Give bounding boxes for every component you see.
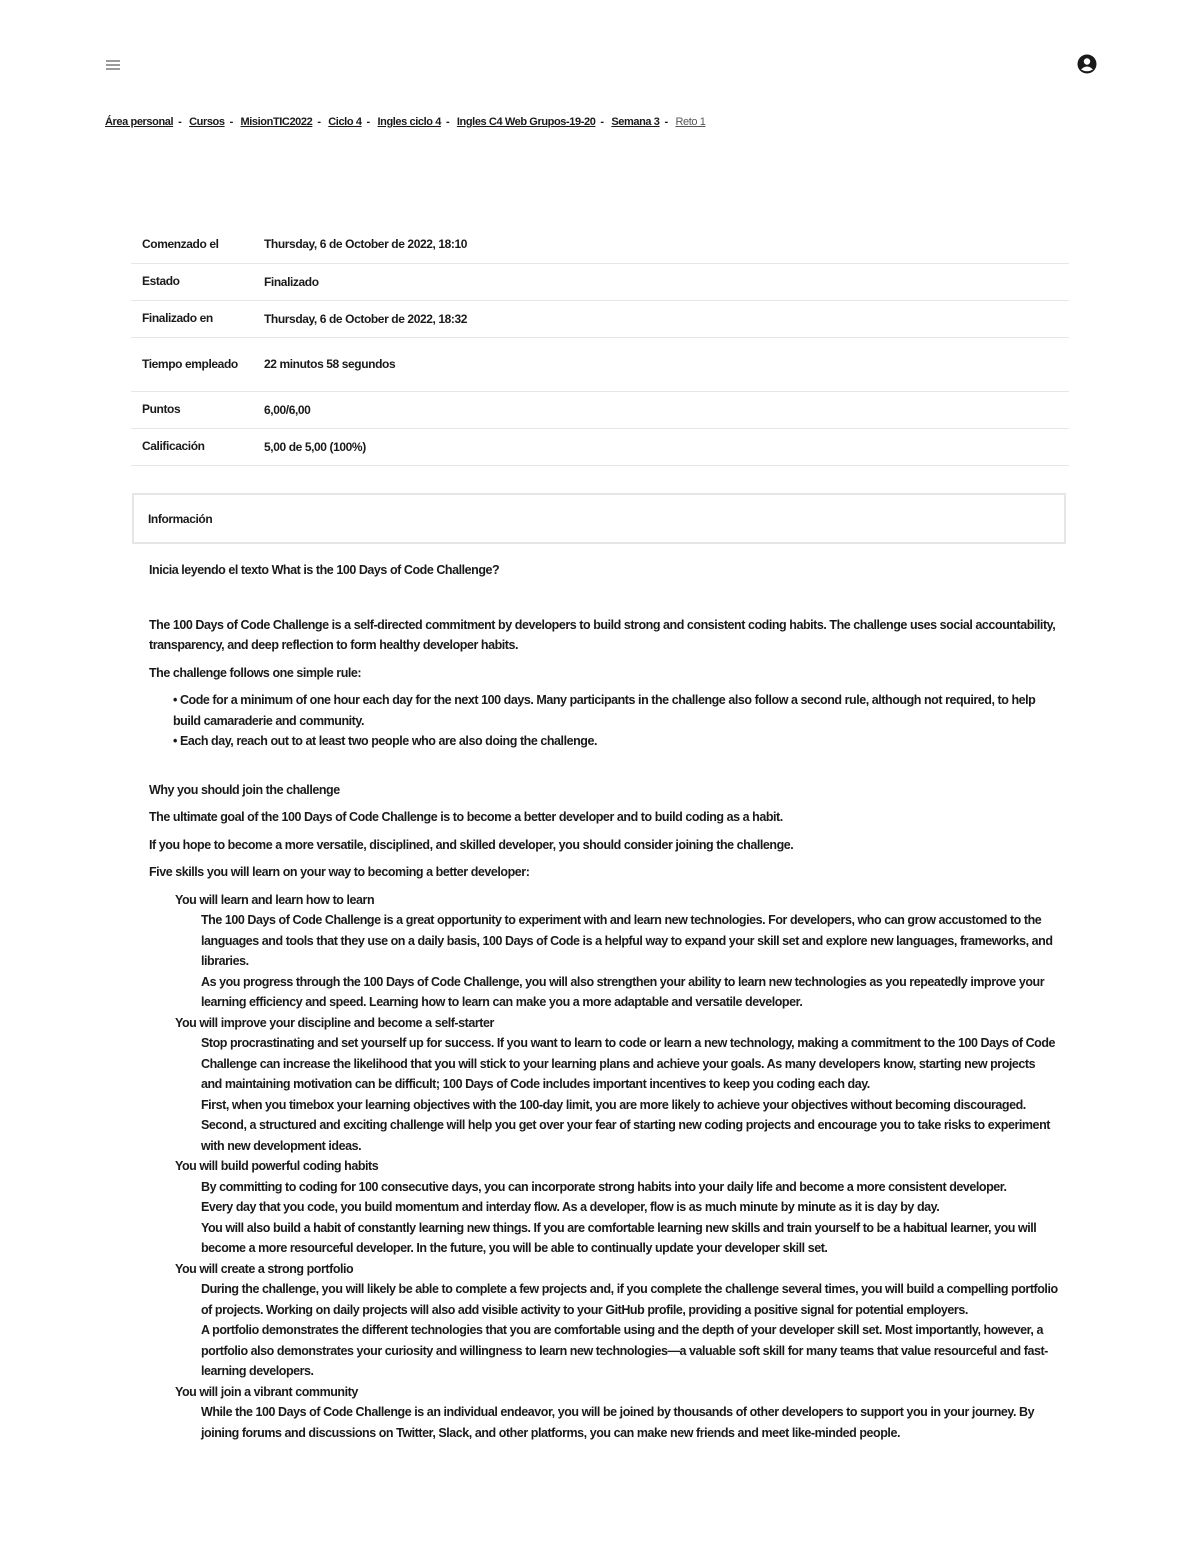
paragraph: If you hope to become a more versatile, disciplined, and skilled developer, you should consider joining the challenge. — [149, 837, 794, 852]
breadcrumb-item-semana-3[interactable]: Semana 3 — [611, 116, 660, 128]
summary-row-finished — [131, 300, 1069, 337]
summary-row-state — [131, 263, 1069, 300]
summary-value: Thursday, 6 de October de 2022, 18:32 — [253, 300, 1069, 337]
summary-value: 22 minutos 58 segundos — [253, 337, 1069, 391]
skill-paragraph: During the challenge, you will likely be able to complete a few projects and, if you complete the challenge several times, you will build a compelling portfolio of projects. Working on daily projects will also add visible activity to your GitHub profile, providing a positive signal for potential employers. — [201, 1282, 1058, 1317]
summary-row-time-taken — [131, 337, 1069, 391]
information-box — [132, 493, 1066, 544]
summary-value: Thursday, 6 de October de 2022, 18:10 — [253, 226, 1069, 263]
paragraph: The 100 Days of Code Challenge is a self-directed commitment by developers to build strong and consistent coding habits. The challenge uses social accountability, transparency, and deep reflection to form healthy developer habits. — [149, 617, 1056, 652]
summary-row-points — [131, 391, 1069, 428]
paragraph: The ultimate goal of the 100 Days of Code Challenge is to become a better developer and to build coding as a habit. — [149, 810, 783, 824]
summary-row-grade — [131, 428, 1069, 465]
breadcrumb-item-reto-1[interactable]: Reto 1 — [675, 116, 706, 128]
summary-value: 6,00/6,00 — [253, 391, 1069, 428]
skill-title: You will join a vibrant community — [175, 1384, 358, 1399]
breadcrumb-item-misiontic2022[interactable]: MisionTIC2022 — [240, 116, 313, 128]
breadcrumb-item-ingles-c4-web[interactable]: Ingles C4 Web Grupos-19-20 — [456, 116, 596, 128]
summary-label: Calificación — [131, 428, 253, 465]
rule-item: • Code for a minimum of one hour each day for the next 100 days. Many participants in the challenge also follow a second rule, although not required, to help build camaraderie and community. — [173, 693, 1036, 728]
skill-title: You will build powerful coding habits — [175, 1159, 379, 1173]
skill-paragraph: You will also build a habit of constantly learning new things. If you are comfortable learning new skills and train yourself to be a habitual learner, you will become a more resourceful developer. In the future, you will be able to continually update your developer skill set. — [201, 1220, 1037, 1255]
reading-content — [149, 560, 1059, 1443]
rule-item: • Each day, reach out to at least two people who are also doing the challenge. — [173, 734, 598, 748]
hamburger-menu-icon[interactable] — [106, 60, 120, 70]
skill-paragraph: As you progress through the 100 Days of Code Challenge, you will also strengthen your ability to learn new technologies as you repeatedly improve your learning efficiency and speed. Learning how to learn can make you a more adaptable and versatile developer. — [201, 974, 1045, 1009]
summary-label: Tiempo empleado — [131, 337, 253, 391]
skill-title: You will learn and learn how to learn — [175, 892, 375, 907]
skill-paragraph: First, when you timebox your learning objectives with the 100-day limit, you are more likely to achieve your objectives without becoming discouraged. Second, a structured and exciting challenge will help you get over your fear of starting new coding projects and encourage you to take risks to experiment with new development ideas. — [201, 1097, 1050, 1153]
paragraph: Five skills you will learn on your way to becoming a better developer: — [149, 865, 530, 879]
intro-prefix: Inicia leyendo el texto — [149, 563, 272, 577]
top-bar — [0, 0, 1200, 130]
summary-value: 5,00 de 5,00 (100%) — [253, 428, 1069, 465]
skill-title: You will create a strong portfolio — [175, 1261, 354, 1276]
summary-label: Finalizado en — [131, 300, 253, 337]
summary-value: Finalizado — [253, 263, 1069, 300]
skill-paragraph: By committing to coding for 100 consecutive days, you can incorporate strong habits into your daily life and become a more consistent developer. — [201, 1179, 1007, 1194]
breadcrumb-item-ciclo-4[interactable]: Ciclo 4 — [328, 116, 362, 128]
breadcrumb-item-area-personal[interactable]: Área personal — [105, 116, 174, 128]
summary-row-started — [131, 226, 1069, 263]
intro-title: What is the 100 Days of Code Challenge? — [271, 563, 500, 577]
breadcrumb-item-cursos[interactable]: Cursos — [189, 116, 225, 128]
summary-label: Comenzado el — [131, 226, 253, 263]
paragraph: The challenge follows one simple rule: — [149, 665, 362, 680]
information-title: Información — [148, 512, 213, 526]
summary-label: Puntos — [131, 391, 253, 428]
intro-text — [149, 560, 1059, 581]
breadcrumb-item-ingles-ciclo-4[interactable]: Ingles ciclo 4 — [377, 116, 441, 128]
user-avatar-icon[interactable] — [1077, 54, 1097, 74]
skill-title: You will improve your discipline and become a self-starter — [175, 1015, 494, 1030]
skill-paragraph: A portfolio demonstrates the different technologies that you are comfortable using and the depth of your developer skill set. Most importantly, however, a portfolio also demonstrates your curiosity and willingness to learn new technologies—a valuable soft skill for many teams that value resourceful and fast-learning developers. — [201, 1323, 1048, 1378]
skill-paragraph: The 100 Days of Code Challenge is a great opportunity to experiment with and learn new technologies. For developers, who can grow accustomed to the languages and tools that they use on a daily basis, 100 Days of Code is a helpful way to expand your skill set and explore new languages, frameworks, and libraries. — [201, 913, 1053, 968]
skill-paragraph: While the 100 Days of Code Challenge is an individual endeavor, you will be joined by thousands of other developers to support you in your journey. By joining forums and discussions on Twitter, Slack, and other platforms, you can make new friends and meet like-minded people. — [201, 1405, 1035, 1440]
attempt-summary-table — [131, 226, 1069, 466]
breadcrumb: Área personal - Cursos - MisionTIC2022 - Ciclo 4 - Ingles ciclo 4 - Ingles C4 Web Grupos-19-20 - Semana 3 - Reto 1 — [105, 116, 706, 128]
section-heading: Why you should join the challenge — [149, 782, 340, 797]
summary-label: Estado — [131, 263, 253, 300]
skill-paragraph: Every day that you code, you build momentum and interday flow. As a developer, flow is as much minute by minute as it is day by day. — [201, 1200, 940, 1214]
skill-paragraph: Stop procrastinating and set yourself up for success. If you want to learn to code or learn a new technology, making a commitment to the 100 Days of Code Challenge can increase the likelihood that you will stick to your learning plans and achieve your goals. As many developers know, starting new projects and maintaining motivation can be difficult; 100 Days of Code includes important incentives to keep you coding each day. — [201, 1036, 1056, 1091]
